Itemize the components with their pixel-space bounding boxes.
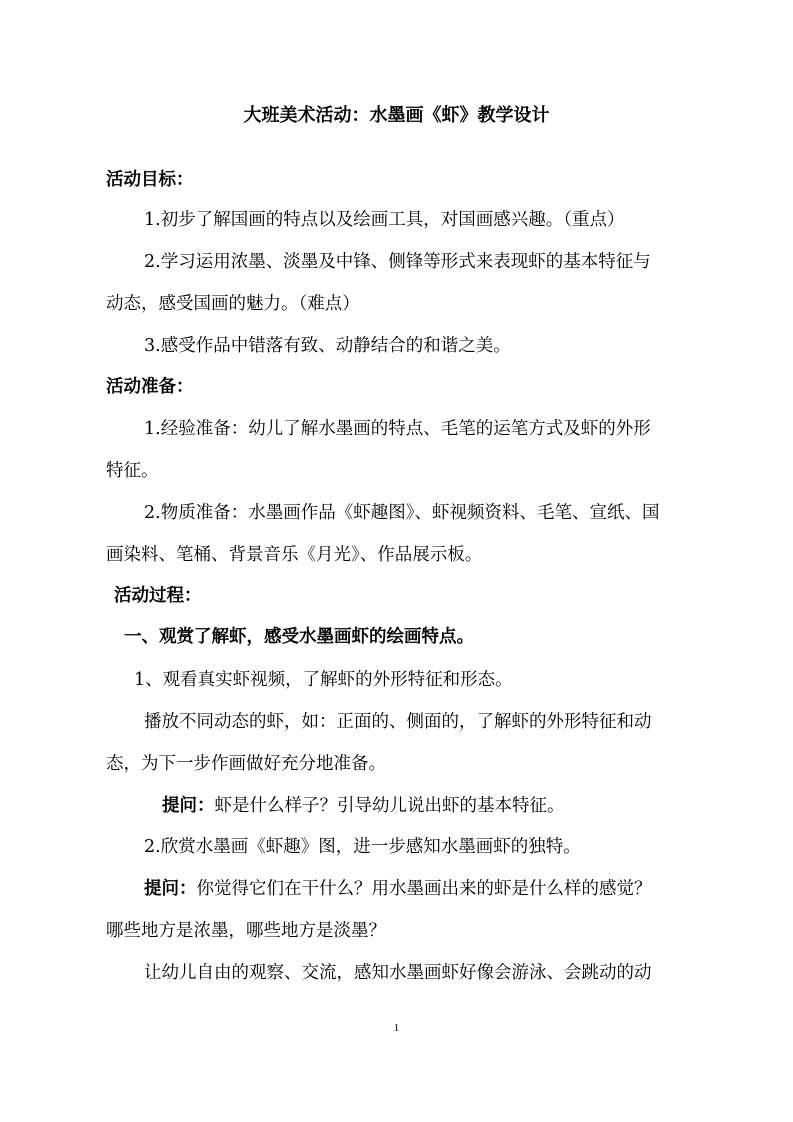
goal-1: 1.初步了解国画的特点以及绘画工具，对国画感兴趣。（重点） [144, 210, 625, 230]
question-2-line-1 [144, 877, 652, 901]
step-1-1: 1、观看真实虾视频，了解虾的外形特征和形态。 [134, 670, 513, 690]
goal-2-line-1: 2.学习运用浓墨、淡墨及中锋、侧锋等形式来表现虾的基本特征与 [144, 252, 651, 272]
page-number: 1 [393, 1022, 400, 1034]
question-2-line-2: 哪些地方是浓墨，哪些地方是淡墨？ [106, 921, 386, 941]
step-1-heading: 一、观赏了解虾，感受水墨画虾的绘画特点。 [124, 627, 474, 647]
prep-heading: 活动准备： [106, 377, 194, 397]
goal-3: 3.感受作品中错落有致、动静结合的和谐之美。 [144, 336, 511, 356]
step-1-1-para-line-2: 态，为下一步作画做好充分地准备。 [106, 754, 386, 774]
step-1-2-para-line-1: 让幼儿自由的观察、交流，感知水墨画虾好像会游泳、会跳动的动 [144, 963, 652, 983]
question-1-text: 虾是什么样子？引导幼儿说出虾的基本特征。 [214, 796, 565, 816]
prep-1-line-1: 1.经验准备：幼儿了解水墨画的特点、毛笔的运笔方式及虾的外形 [144, 419, 651, 439]
question-2-label: 提问： [144, 879, 197, 899]
step-1-1-para-line-1: 播放不同动态的虾，如：正面的、侧面的，了解虾的外形特征和动 [144, 712, 652, 732]
question-2-text: 你觉得它们在干什么？用水墨画出来的虾是什么样的感觉？ [196, 879, 652, 899]
prep-2-line-1: 2.物质准备：水墨画作品《虾趣图》、虾视频资料、毛笔、宣纸、国 [144, 503, 660, 523]
prep-2-line-2: 画染料、笔桶、背景音乐《月光》、作品展示板。 [106, 545, 483, 565]
prep-1-line-2: 特征。 [106, 461, 159, 481]
process-heading: 活动过程： [114, 586, 202, 606]
question-1 [162, 794, 565, 818]
page-title: 大班美术活动：水墨画《虾》教学设计 [243, 105, 550, 126]
step-1-2: 2.欣赏水墨画《虾趣》图，进一步感知水墨画虾的独特。 [144, 837, 581, 857]
goal-2-line-2: 动态，感受国画的魅力。（难点） [106, 294, 360, 314]
question-1-label: 提问： [162, 796, 215, 816]
goals-heading: 活动目标： [106, 170, 194, 190]
